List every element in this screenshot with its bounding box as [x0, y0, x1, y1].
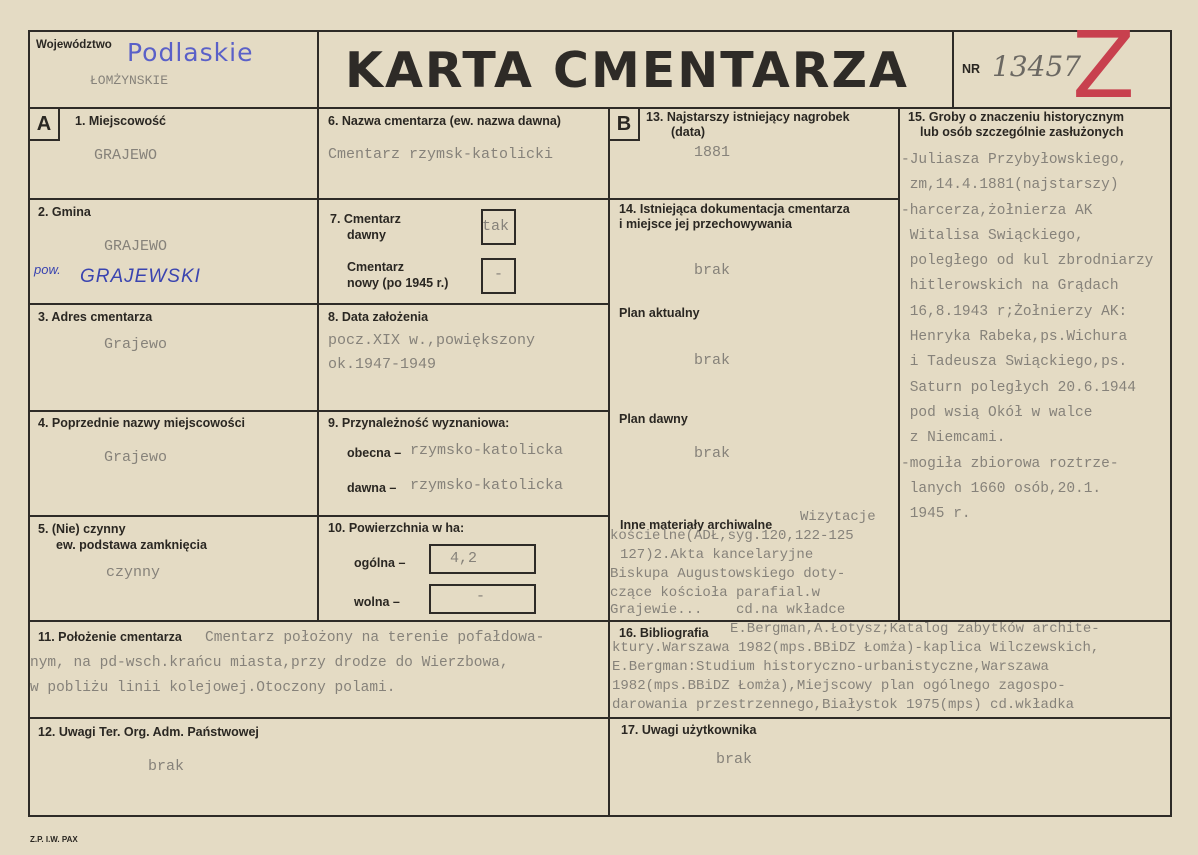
- field-6-value: Cmentarz rzymsk-katolicki: [328, 146, 554, 163]
- field-3-value: Grajewo: [104, 336, 168, 353]
- wojewodztwo-old: ŁOMŻYNSKIE: [90, 73, 169, 88]
- field-15-line: 16,8.1943 r;Żołnierzy AK:: [901, 303, 1128, 320]
- inne-line: czące kościoła parafial.w: [610, 585, 821, 601]
- field-7-old-label-1: 7. Cmentarz: [330, 212, 401, 226]
- field-5-label-2: ew. podstawa zamknięcia: [56, 538, 207, 552]
- field-15-line: zm,14.4.1881(najstarszy): [901, 177, 1119, 194]
- field-10-wolna-value: -: [476, 588, 486, 605]
- field-1-label: 1. Miejscowość: [75, 114, 167, 128]
- field-8-line-2: ok.1947-1949: [328, 356, 437, 373]
- field-10-label: 10. Powierzchnia w ha:: [328, 521, 465, 535]
- field-15-line: z Niemcami.: [901, 430, 1006, 447]
- field-16-line-3: E.Bergman:Studium historyczno-urbanistyczne,Warszawa: [612, 659, 1049, 675]
- inne-line: Grajewie... cd.na wkładce: [610, 602, 846, 618]
- field-10-ogolna-label: ogólna –: [354, 556, 406, 570]
- nr-value: 13457: [992, 50, 1082, 83]
- field-10-wolna-label: wolna –: [354, 595, 400, 609]
- inne-line: Biskupa Augustowskiego doty-: [610, 566, 846, 582]
- field-15-label-2: lub osób szczególnie zasłużonych: [920, 125, 1124, 139]
- wojewodztwo-label: Województwo: [36, 39, 112, 51]
- field-10-ogolna-box: [429, 544, 536, 574]
- field-14-label-1: 14. Istniejąca dokumentacja cmentarza: [619, 202, 850, 216]
- field-11-line-2: nym, na pd-wsch.krańcu miasta,przy drodze do Wierzbowa,: [30, 655, 509, 671]
- field-15-line: -mogiła zbiorowa roztrze-: [901, 455, 1119, 472]
- field-4-label: 4. Poprzednie nazwy miejscowości: [38, 416, 246, 430]
- field-7-old-value: tak: [482, 218, 510, 235]
- field-9-dawna-label: dawna –: [347, 481, 397, 495]
- field-15-line: Saturn poległych 20.6.1944: [901, 379, 1136, 396]
- field-13-label-1: 13. Najstarszy istniejący nagrobek: [646, 110, 850, 124]
- field-9-obecna-label: obecna –: [347, 446, 402, 460]
- field-17-value: brak: [716, 751, 753, 768]
- field-12-value: brak: [148, 758, 185, 775]
- plan-dawny-value: brak: [694, 445, 731, 462]
- category-mark: Z: [1072, 12, 1136, 119]
- field-15-label-1: 15. Groby o znaczeniu historycznym: [908, 110, 1125, 124]
- printer-footer: Z.P. I.W. PAX: [30, 835, 78, 844]
- field-2-hand-prefix: pow.: [34, 262, 61, 277]
- field-7-new-value: -: [494, 266, 504, 283]
- field-1-value: GRAJEWO: [94, 147, 158, 164]
- nr-label: NR: [962, 62, 981, 76]
- section-b-badge: B: [610, 109, 640, 141]
- field-11-line-1: Cmentarz położony na terenie pofałdowa-: [205, 630, 545, 646]
- inne-line: Wizytacje: [800, 509, 876, 525]
- field-15-line: -Juliasza Przybyłowskiego,: [901, 152, 1128, 168]
- field-15-lines: [901, 148, 1198, 527]
- field-9-dawna-value: rzymsko-katolicka: [410, 477, 564, 494]
- field-9-label: 9. Przynależność wyznaniowa:: [328, 416, 510, 430]
- field-14-value: brak: [694, 262, 731, 279]
- inne-materialy-label: Inne materiały archiwalne: [620, 518, 773, 532]
- field-6-label: 6. Nazwa cmentarza (ew. nazwa dawna): [328, 114, 561, 128]
- field-15-line: -harcerza,żołnierza AK: [901, 202, 1093, 219]
- field-15-line: 1945 r.: [901, 506, 971, 523]
- inne-line: 127)2.Akta kancelaryjne: [620, 547, 814, 563]
- field-2-value: GRAJEWO: [104, 238, 168, 255]
- field-16-line-5: darowania przestrzennego,Białystok 1975(mps) cd.wkładka: [612, 697, 1075, 713]
- field-15-line: Henryka Rabeka,ps.Wichura: [901, 329, 1128, 346]
- field-13-value: 1881: [694, 144, 731, 161]
- field-15-line: hitlerowskich na Grądach: [901, 278, 1119, 295]
- field-4-value: Grajewo: [104, 449, 168, 466]
- plan-dawny-label: Plan dawny: [619, 412, 688, 426]
- field-11-label: 11. Położenie cmentarza: [38, 630, 182, 644]
- field-15-line: pod wsią Okół w walce: [901, 404, 1093, 421]
- field-13-label-2: (data): [671, 125, 706, 139]
- inne-line: kościelne(ADŁ,syg.120,122-125: [610, 528, 854, 544]
- field-15-line: poległego od kul zbrodniarzy: [901, 253, 1154, 270]
- field-16-label: 16. Bibliografia: [619, 626, 709, 640]
- field-5-value: czynny: [106, 564, 161, 581]
- field-7-new-label-2: nowy (po 1945 r.): [347, 276, 449, 290]
- field-2-label: 2. Gmina: [38, 205, 91, 219]
- plan-aktualny-value: brak: [694, 352, 731, 369]
- field-1-cell: [28, 107, 319, 200]
- field-15-line: Witalisa Swiąckiego,: [901, 227, 1084, 244]
- field-5-label-1: 5. (Nie) czynny: [38, 522, 126, 536]
- field-14-label-2: i miejsce jej przechowywania: [619, 217, 792, 231]
- field-7-new-label-1: Cmentarz: [347, 260, 404, 274]
- field-16-line-4: 1982(mps.BBiDZ Łomża),Miejscowy plan ogólnego zagospo-: [612, 678, 1066, 694]
- field-2-hand-value: GRAJEWSKI: [80, 266, 201, 287]
- field-8-label: 8. Data założenia: [328, 310, 429, 324]
- field-17-label: 17. Uwagi użytkownika: [621, 723, 757, 737]
- field-7-old-label-2: dawny: [347, 228, 386, 242]
- field-10-ogolna-value: 4,2: [450, 550, 478, 567]
- wojewodztwo-stamp: Podlaskie: [127, 38, 254, 67]
- page-title: KARTA CMENTARZA: [345, 42, 909, 99]
- plan-aktualny-label: Plan aktualny: [619, 306, 700, 320]
- field-8-line-1: pocz.XIX w.,powiększony: [328, 332, 536, 349]
- field-16-line-2: ktury.Warszawa 1982(mps.BBiDZ Łomża)-kaplica Wilczewskich,: [612, 640, 1100, 656]
- field-9-obecna-value: rzymsko-katolicka: [410, 442, 564, 459]
- field-3-label: 3. Adres cmentarza: [38, 310, 153, 324]
- field-11-line-3: w pobliżu linii kolejowej.Otoczony polami.: [30, 680, 396, 696]
- field-15-line: i Tadeusza Swiąckiego,ps.: [901, 354, 1128, 371]
- field-16-line-1: E.Bergman,A.Łotysz;Katalog zabytków archite-: [730, 621, 1100, 637]
- field-15-line: lanych 1660 osób,20.1.: [901, 480, 1102, 497]
- field-12-label: 12. Uwagi Ter. Org. Adm. Państwowej: [38, 725, 259, 739]
- section-a-badge: A: [30, 109, 60, 141]
